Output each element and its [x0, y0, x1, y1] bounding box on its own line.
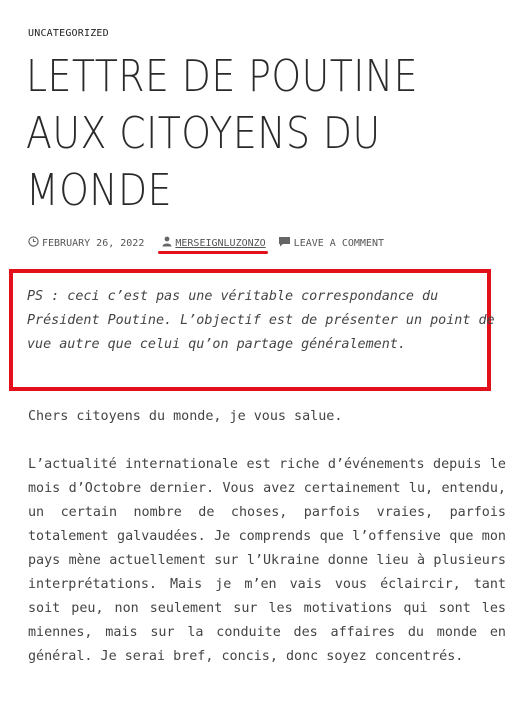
comment-icon: [278, 236, 291, 250]
paragraph-body: L’actualité internationale est riche d’événements depuis le mois d’Octobre dernier. Vous avez certainement lu, entendu, un certain nombre de choses, parfois vraies, parfois totalement galvaudées. Je comprends que l’offensive que mon pays mène actuellement sur l’Ukraine donne lieu à plusieurs interprétations. Mais je m’en vais vous éclaircir, tant soit peu, non seulement sur les motivations qui sont les miennes, mais sur la conduite des affaires du monde en général. Je serai bref, concis, donc soyez concentrés.: [28, 457, 506, 664]
post-comments: [278, 236, 384, 250]
post-author: [162, 236, 265, 250]
post-meta: [28, 236, 384, 250]
post-title: LETTRE DE POUTINE AUX CITOYENS DU MONDE: [26, 51, 418, 216]
ps-note: PS : ceci c’est pas une véritable correspondance du Président Poutine. L’objectif est de présenter un point de vue autre que celui qu’on partage généralement.: [27, 289, 495, 352]
category-link[interactable]: UNCATEGORIZED: [28, 28, 109, 39]
user-icon: [162, 236, 172, 250]
paragraph-greeting: Chers citoyens du monde, je vous salue.: [28, 409, 343, 424]
post-date: [28, 236, 144, 250]
post-date-link[interactable]: FEBRUARY 26, 2022: [42, 237, 145, 249]
leave-comment-link[interactable]: LEAVE A COMMENT: [293, 237, 384, 249]
author-highlight-underline: [158, 251, 267, 254]
clock-icon: [28, 236, 39, 250]
author-link[interactable]: MERSEIGNLUZONZO: [175, 237, 266, 249]
